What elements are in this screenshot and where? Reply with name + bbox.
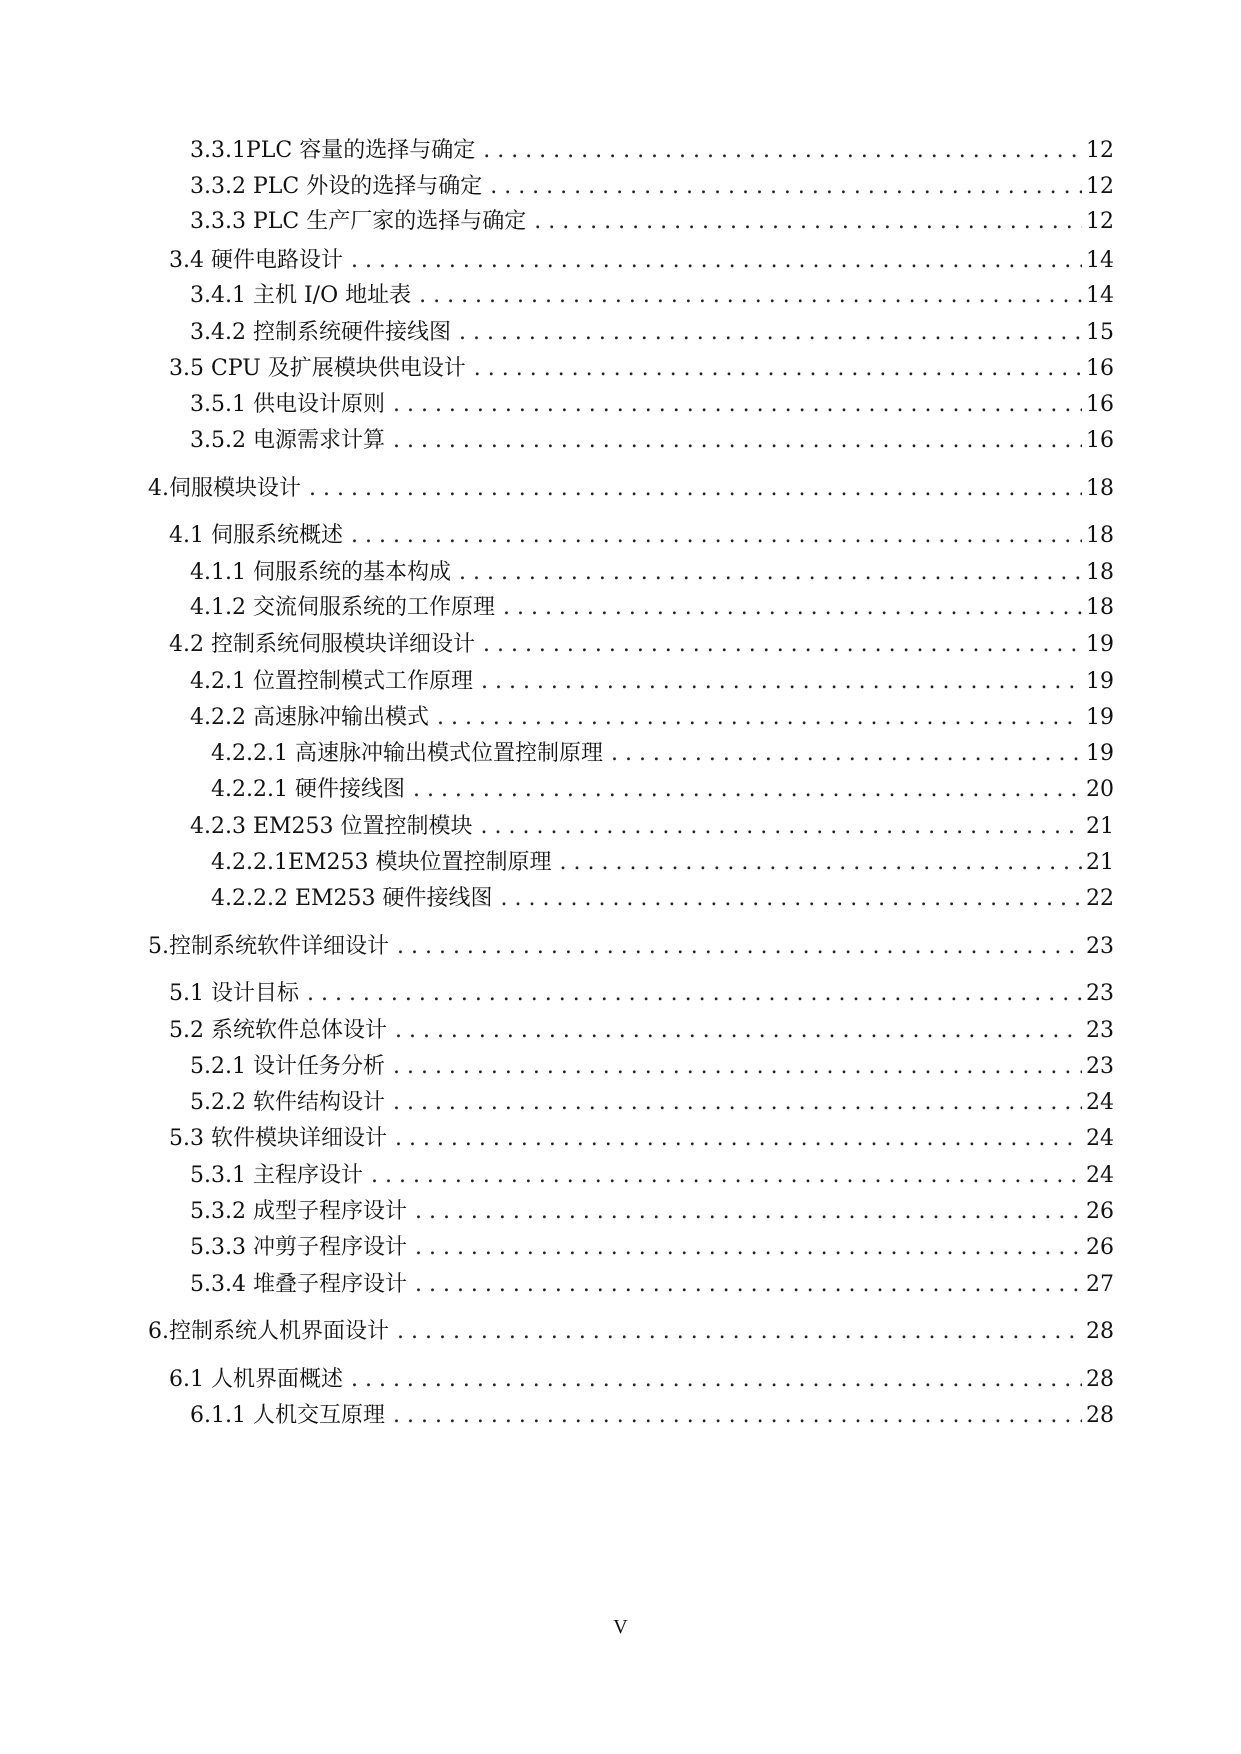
toc-entry[interactable] <box>169 352 1114 386</box>
toc-entry-page: 23 <box>1086 1054 1114 1079</box>
toc-dot-leader <box>351 244 1082 278</box>
toc-entry-label: 4.2.1 位置控制模式工作原理 <box>190 669 473 694</box>
toc-entry-page: 12 <box>1086 209 1114 234</box>
toc-entry-page: 12 <box>1086 138 1114 163</box>
toc-entry[interactable] <box>190 810 1114 844</box>
toc-entry-page: 19 <box>1086 741 1114 766</box>
toc-entry-label: 6.1.1 人机交互原理 <box>190 1403 385 1428</box>
toc-entry-label: 5.3.2 成型子程序设计 <box>190 1199 407 1224</box>
toc-dot-leader <box>534 205 1082 239</box>
toc-entry-label: 5.3.3 冲剪子程序设计 <box>190 1235 407 1260</box>
toc-entry-label: 5.3.4 堆叠子程序设计 <box>190 1272 407 1297</box>
toc-entry[interactable] <box>190 665 1114 699</box>
toc-entry[interactable] <box>148 930 1114 964</box>
toc-entry[interactable] <box>190 556 1114 590</box>
toc-entry-label: 4.2.2.1 高速脉冲输出模式位置控制原理 <box>211 741 603 766</box>
toc-entry-page: 16 <box>1086 428 1114 453</box>
toc-entry-page: 20 <box>1086 777 1114 802</box>
toc-entry[interactable] <box>190 1268 1114 1302</box>
toc-entry-page: 27 <box>1086 1272 1114 1297</box>
toc-dot-leader <box>415 1195 1082 1229</box>
toc-entry-label: 5.3 软件模块详细设计 <box>169 1126 387 1151</box>
toc-dot-leader <box>393 1086 1082 1120</box>
toc-entry-page: 28 <box>1086 1319 1114 1344</box>
toc-dot-leader <box>395 1122 1082 1156</box>
toc-entry-page: 19 <box>1086 669 1114 694</box>
toc-entry-page: 23 <box>1086 934 1114 959</box>
toc-entry[interactable] <box>169 244 1114 278</box>
toc-entry-label: 6.控制系统人机界面设计 <box>148 1319 389 1344</box>
toc-entry[interactable] <box>190 279 1114 313</box>
toc-entry[interactable] <box>211 773 1114 807</box>
toc-entry-page: 24 <box>1086 1090 1114 1115</box>
toc-dot-leader <box>351 519 1082 553</box>
toc-entry-label: 4.伺服模块设计 <box>148 476 301 501</box>
toc-dot-leader <box>309 472 1082 506</box>
toc-entry[interactable] <box>169 977 1114 1011</box>
toc-entry[interactable] <box>190 1159 1114 1193</box>
toc-entry[interactable] <box>211 737 1114 771</box>
toc-entry-page: 21 <box>1086 814 1114 839</box>
toc-dot-leader <box>501 882 1082 916</box>
toc-dot-leader <box>395 1014 1082 1048</box>
toc-entry[interactable] <box>190 591 1114 625</box>
toc-entry-page: 21 <box>1086 850 1114 875</box>
toc-entry-page: 14 <box>1086 283 1114 308</box>
toc-entry-label: 4.2 控制系统伺服模块详细设计 <box>169 632 475 657</box>
toc-entry[interactable] <box>169 1363 1114 1397</box>
toc-dot-leader <box>474 352 1082 386</box>
toc-entry-label: 3.4.2 控制系统硬件接线图 <box>190 320 451 345</box>
toc-entry-label: 4.2.2.1EM253 模块位置控制原理 <box>211 850 552 875</box>
toc-entry-page: 18 <box>1086 560 1114 585</box>
toc-entry[interactable] <box>190 1195 1114 1229</box>
toc-entry[interactable] <box>211 846 1114 880</box>
toc-entry-page: 18 <box>1086 523 1114 548</box>
toc-entry[interactable] <box>190 170 1114 204</box>
toc-entry[interactable] <box>190 205 1114 239</box>
toc-entry-page: 23 <box>1086 981 1114 1006</box>
toc-dot-leader <box>437 701 1082 735</box>
toc-entry-label: 5.1 设计目标 <box>169 981 299 1006</box>
toc-entry[interactable] <box>148 1315 1114 1349</box>
toc-dot-leader <box>393 1399 1082 1433</box>
toc-dot-leader <box>415 1231 1082 1265</box>
toc-dot-leader <box>419 279 1082 313</box>
toc-entry-page: 18 <box>1086 595 1114 620</box>
toc-entry-label: 4.1.1 伺服系统的基本构成 <box>190 560 451 585</box>
toc-entry[interactable] <box>169 519 1114 553</box>
toc-dot-leader <box>483 134 1082 168</box>
toc-entry-page: 28 <box>1086 1367 1114 1392</box>
page-number: V <box>613 1616 628 1638</box>
toc-entry[interactable] <box>190 134 1114 168</box>
toc-entry-page: 24 <box>1086 1163 1114 1188</box>
toc-entry-page: 16 <box>1086 356 1114 381</box>
toc-entry-page: 22 <box>1086 886 1114 911</box>
toc-entry-page: 26 <box>1086 1199 1114 1224</box>
toc-entry-page: 18 <box>1086 476 1114 501</box>
toc-entry-label: 3.4 硬件电路设计 <box>169 248 343 273</box>
toc-entry-page: 12 <box>1086 174 1114 199</box>
toc-entry[interactable] <box>169 628 1114 662</box>
toc-entry-label: 4.2.2.1 硬件接线图 <box>211 777 405 802</box>
toc-entry-label: 4.2.3 EM253 位置控制模块 <box>190 814 473 839</box>
toc-dot-leader <box>481 810 1082 844</box>
toc-entry[interactable] <box>211 882 1114 916</box>
toc-dot-leader <box>397 1315 1082 1349</box>
toc-dot-leader <box>393 388 1082 422</box>
toc-entry-label: 5.控制系统软件详细设计 <box>148 934 389 959</box>
toc-entry[interactable] <box>169 1014 1114 1048</box>
toc-dot-leader <box>393 424 1082 458</box>
toc-entry-page: 23 <box>1086 1018 1114 1043</box>
toc-entry-label: 6.1 人机界面概述 <box>169 1367 343 1392</box>
toc-dot-leader <box>490 170 1082 204</box>
toc-dot-leader <box>413 773 1082 807</box>
toc-entry-label: 3.4.1 主机 I/O 地址表 <box>190 283 412 308</box>
toc-entry[interactable] <box>190 424 1114 458</box>
toc-dot-leader <box>307 977 1082 1011</box>
toc-dot-leader <box>393 1050 1082 1084</box>
toc-entry-label: 5.2.2 软件结构设计 <box>190 1090 385 1115</box>
toc-entry-page: 16 <box>1086 392 1114 417</box>
toc-entry[interactable] <box>148 472 1114 506</box>
toc-entry-label: 3.5.1 供电设计原则 <box>190 392 385 417</box>
toc-entry-label: 5.2 系统软件总体设计 <box>169 1018 387 1043</box>
toc-entry-label: 3.5 CPU 及扩展模块供电设计 <box>169 356 466 381</box>
toc-entry[interactable] <box>190 1399 1114 1433</box>
toc-dot-leader <box>483 628 1082 662</box>
toc-entry-label: 4.1.2 交流伺服系统的工作原理 <box>190 595 495 620</box>
toc-entry-page: 19 <box>1086 632 1114 657</box>
toc-dot-leader <box>611 737 1082 771</box>
toc-dot-leader <box>351 1363 1082 1397</box>
toc-entry-label: 3.5.2 电源需求计算 <box>190 428 385 453</box>
toc-dot-leader <box>371 1159 1082 1193</box>
toc-entry[interactable] <box>190 1086 1114 1120</box>
toc-dot-leader <box>459 556 1082 590</box>
toc-entry-label: 3.3.2 PLC 外设的选择与确定 <box>190 174 483 199</box>
toc-entry-page: 19 <box>1086 705 1114 730</box>
toc-dot-leader <box>560 846 1082 880</box>
toc-entry[interactable] <box>190 316 1114 350</box>
toc-entry-page: 14 <box>1086 248 1114 273</box>
toc-entry-page: 28 <box>1086 1403 1114 1428</box>
toc-entry-label: 4.2.2 高速脉冲输出模式 <box>190 705 429 730</box>
toc-dot-leader <box>481 665 1082 699</box>
toc-entry[interactable] <box>190 388 1114 422</box>
toc-entry[interactable] <box>169 1122 1114 1156</box>
toc-dot-leader <box>459 316 1082 350</box>
toc-entry-label: 4.2.2.2 EM253 硬件接线图 <box>211 886 493 911</box>
toc-entry-label: 5.2.1 设计任务分析 <box>190 1054 385 1079</box>
toc-entry[interactable] <box>190 1231 1114 1265</box>
toc-entry-page: 26 <box>1086 1235 1114 1260</box>
toc-entry-label: 5.3.1 主程序设计 <box>190 1163 363 1188</box>
toc-entry-page: 15 <box>1086 320 1114 345</box>
toc-entry-label: 3.3.1PLC 容量的选择与确定 <box>190 138 476 163</box>
toc-entry-label: 4.1 伺服系统概述 <box>169 523 343 548</box>
toc-entry-page: 24 <box>1086 1126 1114 1151</box>
toc-dot-leader <box>503 591 1082 625</box>
toc-dot-leader <box>397 930 1082 964</box>
toc-entry[interactable] <box>190 701 1114 735</box>
toc-dot-leader <box>415 1268 1082 1302</box>
toc-entry[interactable] <box>190 1050 1114 1084</box>
toc-entry-label: 3.3.3 PLC 生产厂家的选择与确定 <box>190 209 527 234</box>
